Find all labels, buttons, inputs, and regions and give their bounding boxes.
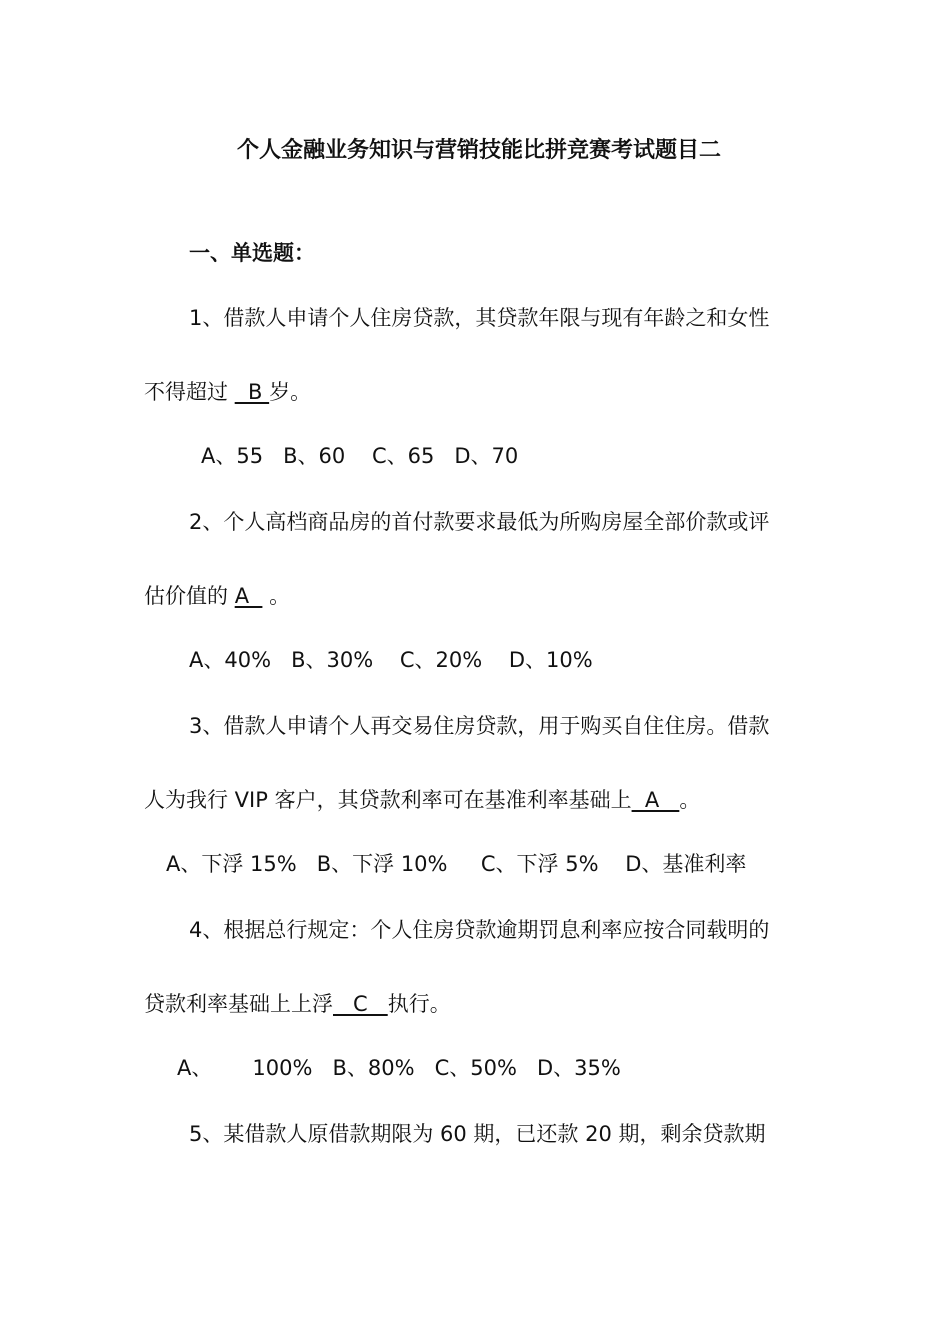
question-1-answer: B (234, 380, 270, 404)
question-4-line-1: 4、根据总行规定：个人住房贷款逾期罚息利率应按合同载明的 (189, 918, 770, 942)
question-2-text-end: 。 (262, 584, 291, 608)
question-1-line-1: 1、借款人申请个人住房贷款，其贷款年限与现有年龄之和女性 (189, 306, 770, 330)
question-4-text-end: 执行。 (387, 992, 451, 1016)
question-1-text-end: 岁。 (269, 380, 312, 404)
question-1-line-2 (144, 377, 311, 407)
question-2-line-1: 2、个人高档商品房的首付款要求最低为所购房屋全部价款或评 (189, 510, 770, 534)
question-3-line-1: 3、借款人申请个人再交易住房贷款，用于购买自住住房。借款 (189, 714, 770, 738)
question-4-answer: C (333, 992, 388, 1016)
question-4-options: A、 100% B、80% C、50% D、35% (177, 1056, 621, 1080)
section-heading: 一、单选题： (189, 241, 315, 265)
question-4-text: 贷款利率基础上上浮 (144, 992, 333, 1016)
question-1-options: A、55 B、60 C、65 D、70 (201, 444, 519, 468)
question-1-text: 不得超过 (144, 380, 235, 404)
question-3-text: 人为我行 VIP 客户，其贷款利率可在基准利率基础上 (144, 788, 632, 812)
question-3-line-2 (144, 785, 700, 815)
question-2-options: A、40% B、30% C、20% D、10% (189, 648, 593, 672)
question-3-text-end: 。 (679, 788, 701, 812)
question-4-line-2 (144, 989, 451, 1019)
question-3-answer: A (631, 788, 680, 812)
document-title: 个人金融业务知识与营销技能比拼竞赛考试题目二 (237, 138, 722, 163)
question-2-text: 估价值的 (144, 584, 235, 608)
question-3-options: A、下浮 15% B、下浮 10% C、下浮 5% D、基准利率 (166, 852, 747, 876)
question-5-line-1: 5、某借款人原借款期限为 60 期，已还款 20 期，剩余贷款期 (189, 1122, 766, 1146)
question-2-answer: A (234, 584, 263, 608)
question-2-line-2 (144, 581, 290, 611)
